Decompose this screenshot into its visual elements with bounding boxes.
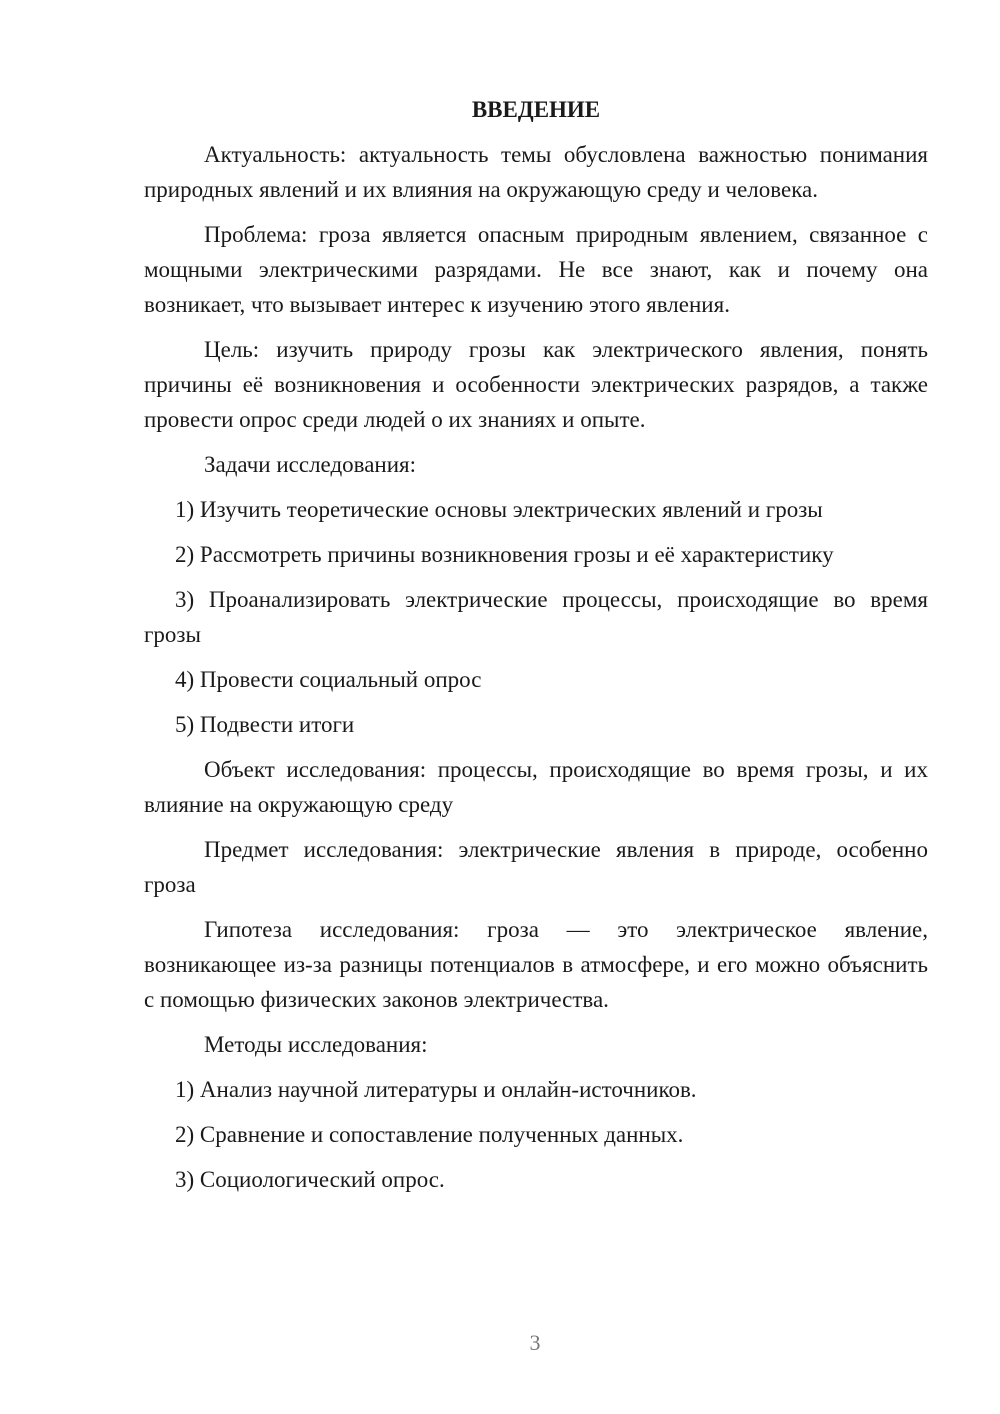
- goal-paragraph: Цель: изучить природу грозы как электрического явления, понять причины её возникновения и особенности электрических разрядов, а также провести опрос среди людей о их знаниях и опыте.: [144, 337, 928, 432]
- hypothesis-paragraph: Гипотеза исследования: гроза — это электрическое явление, возникающее из-за разницы потенциалов в атмосфере, и его можно объяснить с помощью физических законов электричества.: [144, 917, 928, 1012]
- task-item: 1) Изучить теоретические основы электрических явлений и грозы: [175, 497, 823, 522]
- tasks-heading: Задачи исследования:: [204, 452, 417, 477]
- object-paragraph: Объект исследования: процессы, происходящие во время грозы, и их влияние на окружающую среду: [144, 757, 928, 817]
- task-item: 5) Подвести итоги: [175, 712, 355, 737]
- page-title: ВВЕДЕНИЕ: [471, 97, 601, 122]
- page-content: [144, 92, 928, 1207]
- task-item: 2) Рассмотреть причины возникновения грозы и её характеристику: [175, 542, 834, 567]
- problem-paragraph: Проблема: гроза является опасным природным явлением, связанное с мощными электрическими разрядами. Не все знают, как и почему она возникает, что вызывает интерес к изучению этого явления.: [144, 222, 928, 317]
- methods-heading: Методы исследования:: [204, 1032, 428, 1057]
- relevance-paragraph: Актуальность: актуальность темы обусловлена важностью понимания природных явлений и их влияния на окружающую среду и человека.: [144, 142, 928, 202]
- method-item: 1) Анализ научной литературы и онлайн-источников.: [175, 1077, 697, 1102]
- task-item: 4) Провести социальный опрос: [175, 667, 482, 692]
- subject-paragraph: Предмет исследования: электрические явления в природе, особенно гроза: [144, 837, 928, 897]
- method-item: 2) Сравнение и сопоставление полученных данных.: [175, 1122, 684, 1147]
- method-item: 3) Социологический опрос.: [175, 1167, 445, 1192]
- task-item: 3) Проанализировать электрические процессы, происходящие во время грозы: [144, 587, 928, 647]
- page-number: 3: [529, 1330, 541, 1355]
